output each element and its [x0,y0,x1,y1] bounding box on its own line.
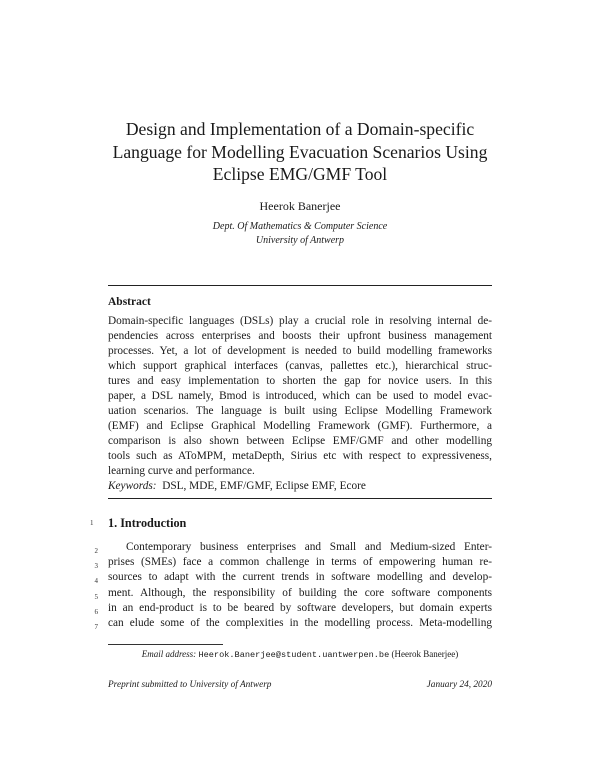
paper-title [60,118,540,186]
introduction-body [108,540,492,631]
footer-date: January 24, 2020 [426,680,492,690]
abstract-top-rule [108,285,492,286]
keywords-label: Keywords: [108,480,157,492]
abstract-line: pendencies across enterprises and boosts their upfront business management [108,330,492,342]
body-line: sources to adapt with the current trends in software modelling and develop- [108,571,492,584]
abstract-line: learning curve and performance. [108,465,255,477]
title-line: Language for Modelling Evacuation Scenarios Using [112,141,488,162]
title-line: Eclipse EMG/GMF Tool [212,164,388,185]
line-number: 2 [94,547,98,555]
body-line: in an end-product is to be beared by software developers, but domain experts [108,601,492,614]
affiliation [60,220,540,248]
line-number: 5 [94,592,98,601]
abstract-bottom-rule [108,498,492,499]
keywords [108,479,366,493]
body-line: Contemporary business enterprises and Small and Medium-sized Enter- [126,541,492,553]
abstract-line: tools such as AToMPM, metaDepth, Sirius etc with respect to expressiveness, [108,450,492,462]
abstract-body [108,314,492,479]
abstract-line: comparison is also shown between Eclipse EMF/GMF and other modelling [108,435,492,447]
affiliation-line: University of Antwerp [255,235,345,246]
body-line: can elude some of the complexities in the modelling process. Meta-modelling [108,617,492,630]
section-heading: 1. Introduction [108,516,187,530]
keywords-value: DSL, MDE, EMF/GMF, Eclipse EMF, Ecore [162,480,366,492]
abstract-line: tures and easy implementation to shorten the gap for novice users. In this [108,375,492,387]
email-label: Email address: [141,649,197,659]
affiliation-line: Dept. Of Mathematics & Computer Science [212,221,388,232]
line-number: 6 [94,607,98,616]
body-line: ment. Although, the responsibility of building the core software components [108,586,492,599]
footnote-rule [108,644,223,645]
footnote-email [108,648,492,661]
footer-preprint-note: Preprint submitted to University of Antwerp [108,680,272,690]
abstract-line: (EMF) and Eclipse Graphical Modelling Framework (GMF). Furthermore, a [108,420,492,432]
abstract-line: which support graphical interfaces (canvas, pallettes etc.), hierarchical struc- [108,360,492,372]
line-number: 1 [90,519,94,527]
author-name: Heerok Banerjee [259,199,341,213]
abstract-line: Domain-specific languages (DSLs) play a crucial role in resolving internal de- [108,315,492,327]
email-owner: (Heerok Banerjee) [391,649,459,659]
line-number: 3 [94,562,98,571]
abstract-heading: Abstract [108,296,151,308]
line-number: 7 [94,622,98,631]
title-line: Design and Implementation of a Domain-specific [125,119,475,139]
email-address[interactable]: Heerok.Banerjee@student.uantwerpen.be [198,650,390,660]
abstract-line: paper, a DSL namely, Bmod is introduced, which can be used to model evac- [108,390,492,402]
abstract-line: processes. Yet, a lot of development is needed to build modelling frameworks [108,345,492,357]
abstract-line: uation scenarios. The language is built using Eclipse Modelling Framework [108,405,492,417]
body-line: prises (SMEs) face a common challenge in terms of empowering human re- [108,556,492,569]
line-number: 4 [94,577,98,586]
line-numbers [88,540,98,631]
